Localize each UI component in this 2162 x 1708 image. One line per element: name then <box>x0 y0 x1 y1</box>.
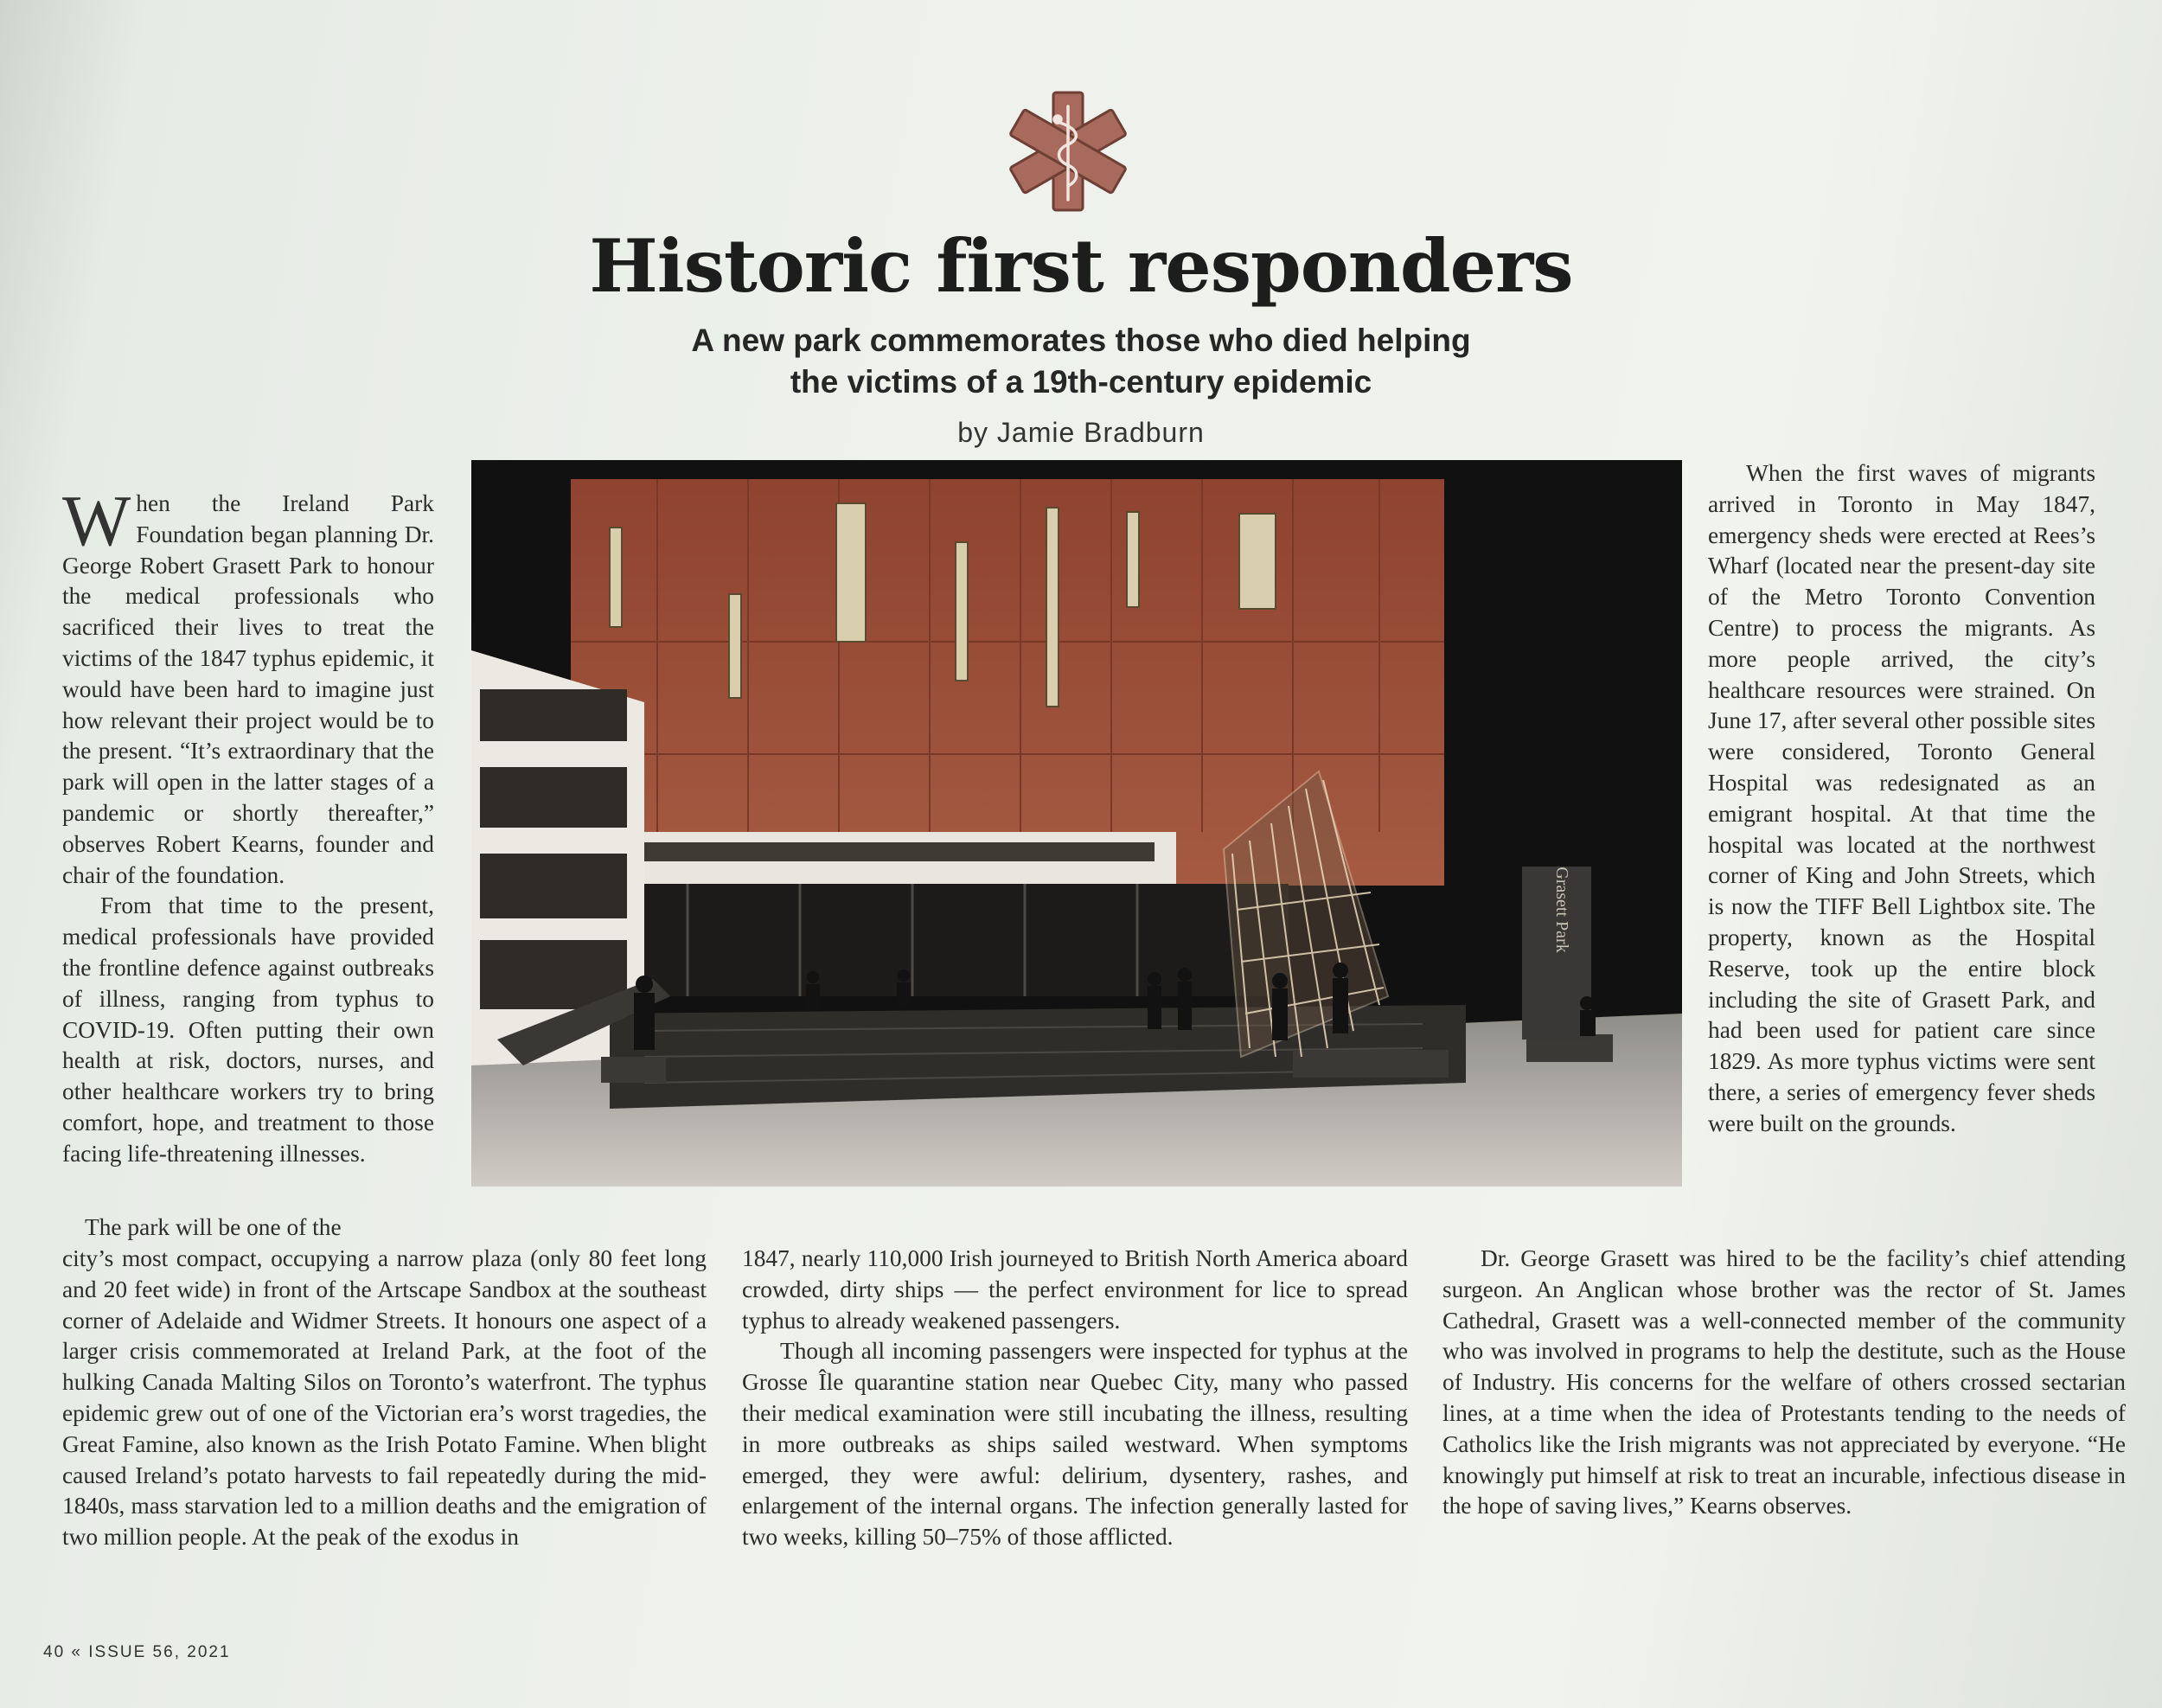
subtitle-line-1: A new park commemorates those who died helping <box>691 323 1471 358</box>
paragraph: When the first waves of migrants arrived in Toronto in May 1847, emergency sheds were erected at Rees’s Wharf (located near the present-day site of the Metro Toronto Convention Centre) to process the migrants. As more people arrived, the city’s healthcare resources were strained. On June 17, after several other possible sites were considered, Toronto General Hospital was redesignated as an emigrant hospital. At that time the hospital was located at the northwest corner of King and John Streets, which is now the TIFF Bell Lightbox site. The property, known as the Hospital Reserve, took up the entire block including the site of Grasett Park, and had been used for patient care since 1829. As more typhus victims were sent there, a series of emergency fever sheds were built on the grounds. <box>1708 460 2096 1136</box>
paragraph-lead: The park will be one of the <box>85 1214 342 1240</box>
page-folio: 40 « ISSUE 56, 2021 <box>43 1643 231 1661</box>
article-column-left <box>62 481 434 1170</box>
byline: by Jamie Bradburn <box>957 417 1205 448</box>
article-column-bottom-1 <box>62 1244 707 1553</box>
paragraph-text: hen the Ireland Park Foundation began planning Dr. George Robert Grasett Park to honour the medical professionals who sacrificed their lives to treat the victims of the 1847 typhus epidemic, it would have been hard to imagine just how relevant their project would be to the present. “It’s extraordinary that the park will open in the latter stages of a pandemic or shortly thereafter,” observes Robert Kearns, founder and chair of the foundation. <box>62 490 434 888</box>
article-column-bottom-3 <box>1442 1244 2126 1522</box>
article-title: Historic first responders <box>589 223 1573 309</box>
paragraph <box>62 481 434 891</box>
park-rendering-image <box>471 460 1682 1187</box>
subtitle-line-2: the victims of a 19th-century epidemic <box>790 364 1372 400</box>
paragraph: Dr. George Grasett was hired to be the facility’s chief attending surgeon. An Anglican whose brother was the rector of St. James Cathedral, Grasett was a well-connected member of the community who was involved in programs to help the destitute, such as the House of Industry. His concerns for the welfare of others crossed sectarian lines, at a time when the idea of Protestants tending to the needs of Catholics like the Irish migrants was not appreciated by everyone. “He knowingly put himself at risk to treat an incurable, infectious disease in the hope of saving lives,” Kearns observes. <box>1442 1245 2126 1519</box>
drop-cap: W <box>62 481 131 561</box>
paragraph: 1847, nearly 110,000 Irish journeyed to British North America aboard crowded, dirty ships — the perfect environment for lice to spread typhus to already weakened passengers. <box>742 1245 1408 1334</box>
article-subtitle <box>0 320 2162 403</box>
paragraph: city’s most compact, occupying a narrow plaza (only 80 feet long and 20 feet wide) in front of the Artscape Sandbox at the southeast corner of Adelaide and Widmer Streets. It honours one aspect of a larger crisis commemorated at Ireland Park, at the foot of the hulking Canada Malting Silos on Toronto’s waterfront. The typhus epidemic grew out of one of the Victorian era’s worst tragedies, the Great Famine, also known as the Irish Potato Famine. When blight caused Ireland’s potato harvests to fail repeatedly during the mid-1840s, mass starvation led to a million deaths and the emigration of two million people. At the peak of the exodus in <box>62 1245 707 1551</box>
article-column-bottom-2 <box>742 1244 1408 1553</box>
star-of-life-caduceus-icon <box>1003 86 1133 216</box>
park-sign-label: Grasett Park <box>1552 867 1571 953</box>
paragraph: From that time to the present, medical professionals have provided the frontline defence against outbreaks of illness, ranging from typhus to COVID-19. Often putting their own health at risk, doctors, nurses, and other healthcare workers try to bring comfort, hope, and treatment to those facing life-threatening illnesses. <box>62 892 434 1167</box>
paragraph: Though all incoming passengers were inspected for typhus at the Grosse Île quarantine station near Quebec City, many who passed their medical examination were still incubating the illness, resulting in more outbreaks as ships sailed westward. When symptoms emerged, they were awful: delirium, dysentery, rashes, and enlargement of the internal organs. The infection generally lasted for two weeks, killing 50–75% of those afflicted. <box>742 1338 1408 1551</box>
article-column-right <box>1708 458 2095 1140</box>
